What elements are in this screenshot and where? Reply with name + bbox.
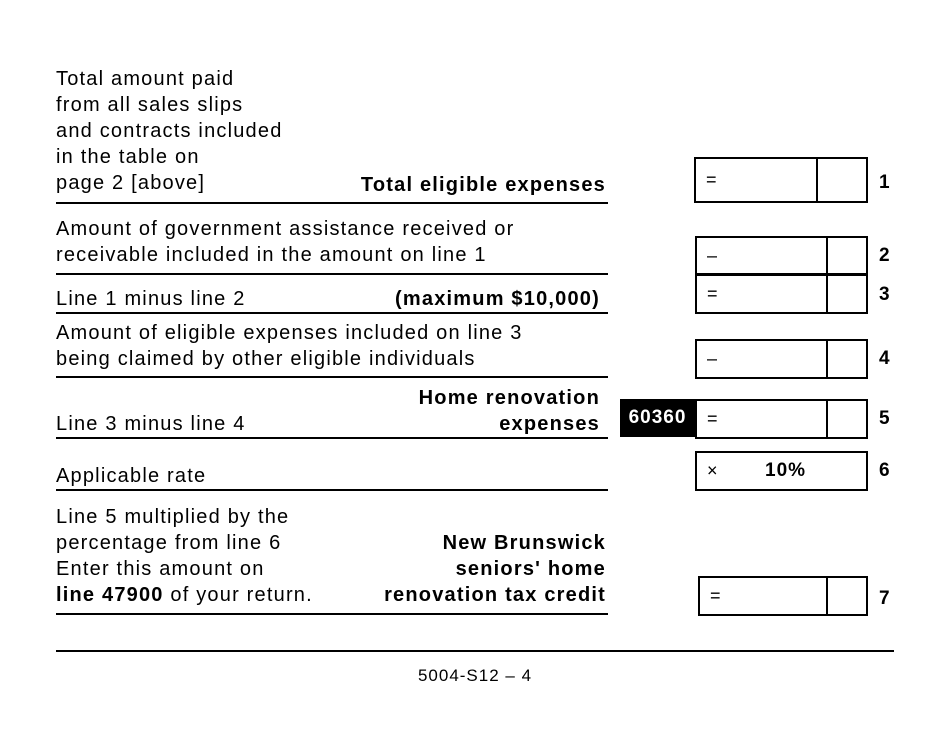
line3-desc: Line 1 minus line 2: [56, 288, 246, 310]
line-number-3: 3: [879, 284, 890, 305]
line4-rule: [56, 376, 608, 378]
line2-rule: [56, 273, 608, 275]
line-number-4: 4: [879, 348, 890, 369]
cents-divider: [826, 238, 828, 273]
line7-desc: Line 5 multiplied by the percentage from line 6 Enter this amount on line 47900 of your return.: [56, 506, 313, 606]
line1-desc: Total amount paid from all sales slips and contracts included in the table on page 2 [above]: [56, 68, 283, 194]
line-number-6: 6: [879, 460, 890, 481]
equals-sign: =: [706, 169, 717, 190]
form-page-footer: 5004-S12 – 4: [417, 666, 533, 685]
line3-amount-field[interactable]: [695, 274, 868, 314]
home-renovation-expenses-label: Home renovation expenses: [418, 387, 600, 435]
line1-amount-field[interactable]: [694, 157, 868, 203]
rate-value: 10%: [765, 460, 807, 481]
equals-sign: =: [707, 283, 718, 304]
rate-field: [695, 451, 868, 491]
minus-sign: –: [707, 245, 718, 265]
cents-divider: [826, 341, 828, 377]
line-number-5: 5: [879, 408, 890, 429]
line-number-1: 1: [879, 172, 890, 193]
line-code-60360: 60360: [620, 399, 695, 437]
equals-sign: =: [710, 585, 721, 606]
cents-divider: [826, 276, 828, 312]
line6-desc: Applicable rate: [56, 465, 207, 487]
line2-amount-field[interactable]: [695, 236, 868, 275]
line-number-7: 7: [879, 588, 890, 609]
maximum-label: (maximum $10,000): [395, 288, 600, 310]
line2-desc: Amount of government assistance received or receivable included in the amount on line 1: [56, 218, 515, 266]
line1-rule: [56, 202, 608, 204]
times-sign: ×: [707, 460, 718, 481]
line-number-2: 2: [879, 245, 890, 266]
cents-divider: [826, 578, 828, 614]
line5-rule: [56, 437, 608, 439]
cents-divider: [816, 159, 818, 201]
line3-rule: [56, 312, 608, 314]
nb-seniors-credit-label: New Brunswick seniors' home renovation tax credit: [384, 532, 606, 606]
line5-desc: Line 3 minus line 4: [56, 413, 246, 435]
footer-rule: [56, 650, 894, 652]
line-47900-ref: line 47900: [56, 584, 164, 606]
minus-sign: –: [707, 348, 718, 369]
cents-divider: [826, 401, 828, 437]
equals-sign: =: [707, 408, 718, 429]
total-eligible-expenses-label: Total eligible expenses: [360, 174, 606, 196]
line7-amount-field[interactable]: [698, 576, 868, 616]
line5-amount-field[interactable]: [695, 399, 868, 439]
line4-desc: Amount of eligible expenses included on line 3 being claimed by other eligible individuals: [56, 322, 523, 370]
line7-rule: [56, 613, 608, 615]
line4-amount-field[interactable]: [695, 339, 868, 379]
line6-rule: [56, 489, 608, 491]
